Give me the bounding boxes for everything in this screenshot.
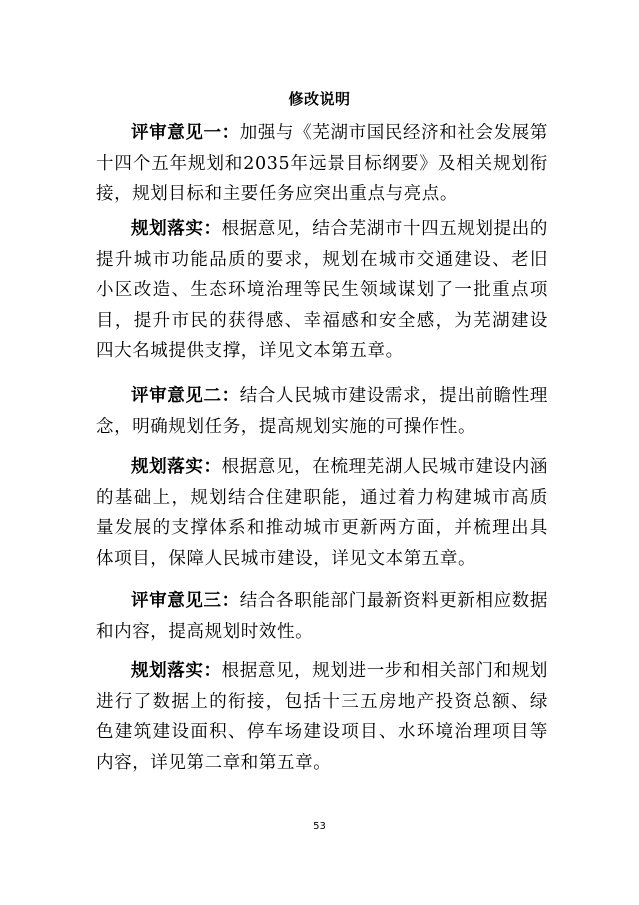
review-comment-3	[96, 586, 548, 647]
plan-response-1-label: 规划落实：	[131, 219, 222, 239]
review-comment-2	[96, 381, 548, 442]
plan-response-3	[96, 656, 548, 778]
review-comment-2-label: 评审意见二：	[131, 386, 240, 406]
plan-response-1-text: 根据意见，结合芜湖市十四五规划提出的提升城市功能品质的要求，规划在城市交通建设、老旧小区改造、生态环境治理等民生领域谋划了一批重点项目，提升市民的获得感、幸福感和安全感，为芜湖建设四大名城提供支撑，详见文本第五章。	[96, 219, 548, 361]
plan-response-2-text: 根据意见，在梳理芜湖人民城市建设内涵的基础上，规划结合住建职能，通过着力构建城市高质量发展的支撑体系和推动城市更新两方面，并梳理出具体项目，保障人民城市建设，详见文本第五章。	[96, 457, 548, 569]
plan-response-3-label: 规划落实：	[131, 661, 222, 681]
plan-response-2-label: 规划落实：	[131, 457, 222, 477]
page-number: 53	[313, 821, 326, 832]
review-comment-1-label: 评审意见一：	[131, 123, 240, 143]
review-comment-1	[96, 118, 548, 210]
review-comment-1-text: 加强与《芜湖市国民经济和社会发展第十四个五年规划和2035年远景目标纲要》及相关规划衔接，规划目标和主要任务应突出重点与亮点。	[96, 123, 548, 204]
plan-response-2	[96, 452, 548, 574]
review-comment-3-label: 评审意见三：	[131, 591, 240, 611]
plan-response-3-text: 根据意见，规划进一步和相关部门和规划进行了数据上的衔接，包括十三五房地产投资总额、绿色建筑建设面积、停车场建设项目、水环境治理项目等内容，详见第二章和第五章。	[96, 661, 548, 773]
review-comment-2-text: 结合人民城市建设需求，提出前瞻性理念，明确规划任务，提高规划实施的可操作性。	[96, 386, 548, 437]
plan-response-1	[96, 214, 548, 367]
review-comment-3-text: 结合各职能部门最新资料更新相应数据和内容，提高规划时效性。	[96, 591, 548, 642]
page-title: 修改说明	[288, 90, 351, 108]
